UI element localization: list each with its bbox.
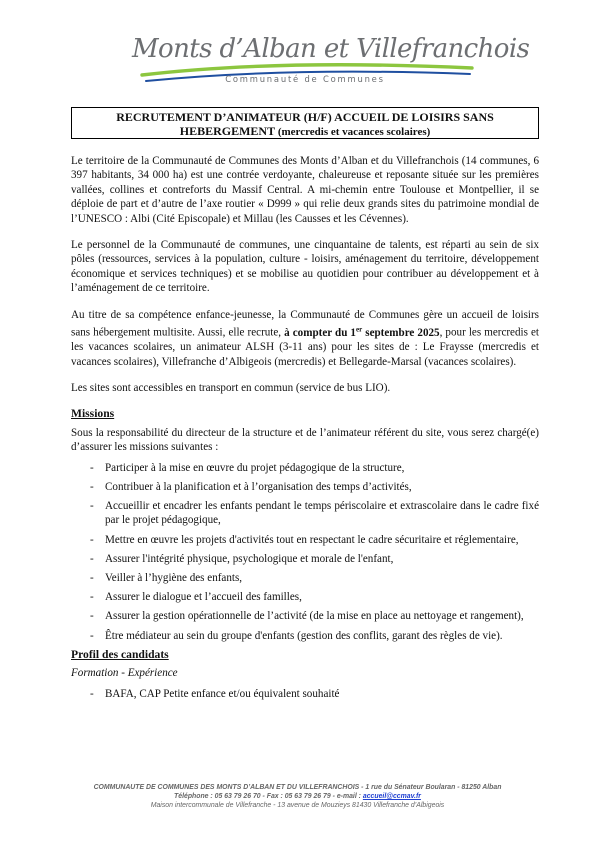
mission-item-text: Assurer la gestion opérationnelle de l’activité (de la mise en place au nettoyage et rangement), xyxy=(105,610,524,623)
profil-list xyxy=(71,687,539,701)
profil-item xyxy=(71,687,539,701)
profil-item-text: BAFA, CAP Petite enfance et/ou équivalent souhaité xyxy=(105,687,340,700)
footer-email-link[interactable]: accueil@ccmav.fr xyxy=(362,793,421,800)
footer xyxy=(40,783,555,810)
missions-heading: Missions xyxy=(71,407,115,421)
profil-subheading: Formation - Expérience xyxy=(71,667,178,680)
bullet-dash: - xyxy=(90,552,94,565)
mission-item xyxy=(71,609,539,623)
title-line-2 xyxy=(72,124,538,139)
mission-item xyxy=(71,571,539,585)
mission-item-text: Être médiateur au sein du groupe d'enfants (gestion des conflits, garant des règles de vie). xyxy=(105,629,503,642)
bullet-dash: - xyxy=(90,461,94,474)
title-subtitle: (mercredis et vacances scolaires) xyxy=(275,126,431,138)
bullet-dash: - xyxy=(90,480,94,493)
bullet-dash: - xyxy=(90,572,94,585)
bullet-dash: - xyxy=(90,629,94,642)
recruitment-text-a: Au titre de sa compétence enfance-jeunesse, la Communauté de Communes gère un accueil de loisirs sans hébergement multisite. Aussi, elle recrute, xyxy=(71,308,539,339)
paragraph-territory: Le territoire de la Communauté de Communes des Monts d’Alban et du Villefranchois (14 communes, 6 397 habitants, 34 000 ha) est une contrée verdoyante, chaleureuse et reposante située sur les premières vallées, collines et contreforts du Massif Central. A mi-chemin entre Toulouse et Montpellier, il se déploie de part et d’autre de l’axe routier « D999 » qui relie deux grands sites du patrimoine mondial de l’UNESCO : Albi (Cité Episcopale) et Millau (les Causses et les Cévennes). xyxy=(71,155,539,225)
paragraph-staff: Le personnel de la Communauté de communes, une cinquantaine de talents, est réparti au sein de six pôles (ressources, services à la population, culture - loisirs, aménagement du territoire, développement économique et services techniques) et se mobilise au quotidien pour contribuer au développement et à l’aménagement de ce territoire. xyxy=(71,239,539,295)
mission-item-text: Assurer le dialogue et l’accueil des familles, xyxy=(105,591,302,604)
mission-item xyxy=(71,590,539,604)
mission-item xyxy=(71,629,539,643)
mission-item-text: Contribuer à la planification et à l’organisation des temps d’activités, xyxy=(105,480,412,493)
profil-heading: Profil des candidats xyxy=(71,647,169,661)
title-bold: HEBERGEMENT xyxy=(179,124,276,138)
bullet-dash: - xyxy=(90,591,94,604)
mission-item-text: Assurer l'intégrité physique, psychologique et morale de l'enfant, xyxy=(105,552,394,565)
mission-item-text: Accueillir et encadrer les enfants pendant le temps périscolaire et extrascolaire dans le cadre fixé par le projet pédagogique, xyxy=(105,500,539,527)
mission-item-text: Participer à la mise en œuvre du projet pédagogique de la structure, xyxy=(105,461,405,474)
missions-intro: Sous la responsabilité du directeur de la structure et de l’animateur référent du site, vous serez chargé(e) d’assurer les missions suivantes : xyxy=(71,426,539,454)
mission-item xyxy=(71,499,539,528)
footer-address: COMMUNAUTE DE COMMUNES DES MONTS D’ALBAN ET DU VILLEFRANCHOIS - 1 rue du Sénateur Boularan - 81250 Alban xyxy=(93,784,502,791)
document-body xyxy=(71,154,539,706)
mission-item xyxy=(71,461,539,475)
recruitment-start-date: à compter du 1er septembre 2025 xyxy=(284,325,440,339)
paragraph-recruitment xyxy=(71,308,539,369)
mission-item xyxy=(71,533,539,547)
footer-secondary-address: Maison intercommunale de Villefranche - 13 avenue de Mouzieys 81430 Villefranche d’Albigeois xyxy=(150,802,445,809)
mission-item-text: Mettre en œuvre les projets d'activités tout en respectant le cadre sécuritaire et réglementaire, xyxy=(105,533,519,546)
logo-subtitle: Communauté de Communes xyxy=(225,74,385,84)
recruitment-text-b: , pour les mercredis et les vacances scolaires, un animateur ALSH (3-11 ans) pour les sites de : Le Fraysse (mercredis et vacances scolaires), Villefranche d’Albigeois (mercredis) et Bellegarde-Marsal (vacances scolaires). xyxy=(71,326,539,368)
footer-contact xyxy=(40,792,555,801)
missions-list xyxy=(71,461,539,643)
footer-phone-fax: Téléphone : 05 63 79 26 70 - Fax : 05 63 79 26 79 - e-mail : xyxy=(174,793,363,800)
paragraph-transport: Les sites sont accessibles en transport en commun (service de bus LIO). xyxy=(71,381,391,394)
bullet-dash: - xyxy=(90,687,94,700)
bullet-dash: - xyxy=(90,610,94,623)
mission-item-text: Veiller à l’hygiène des enfants, xyxy=(105,572,243,585)
bullet-dash: - xyxy=(90,533,94,546)
bullet-dash: - xyxy=(90,500,94,512)
mission-item xyxy=(71,552,539,566)
title-line-1: RECRUTEMENT D’ANIMATEUR (H/F) ACCUEIL DE LOISIRS SANS xyxy=(116,110,494,124)
mission-item xyxy=(71,480,539,494)
logo xyxy=(128,34,530,92)
page-title xyxy=(71,107,539,139)
logo-title: Monts d’Alban et Villefranchois xyxy=(132,34,530,64)
